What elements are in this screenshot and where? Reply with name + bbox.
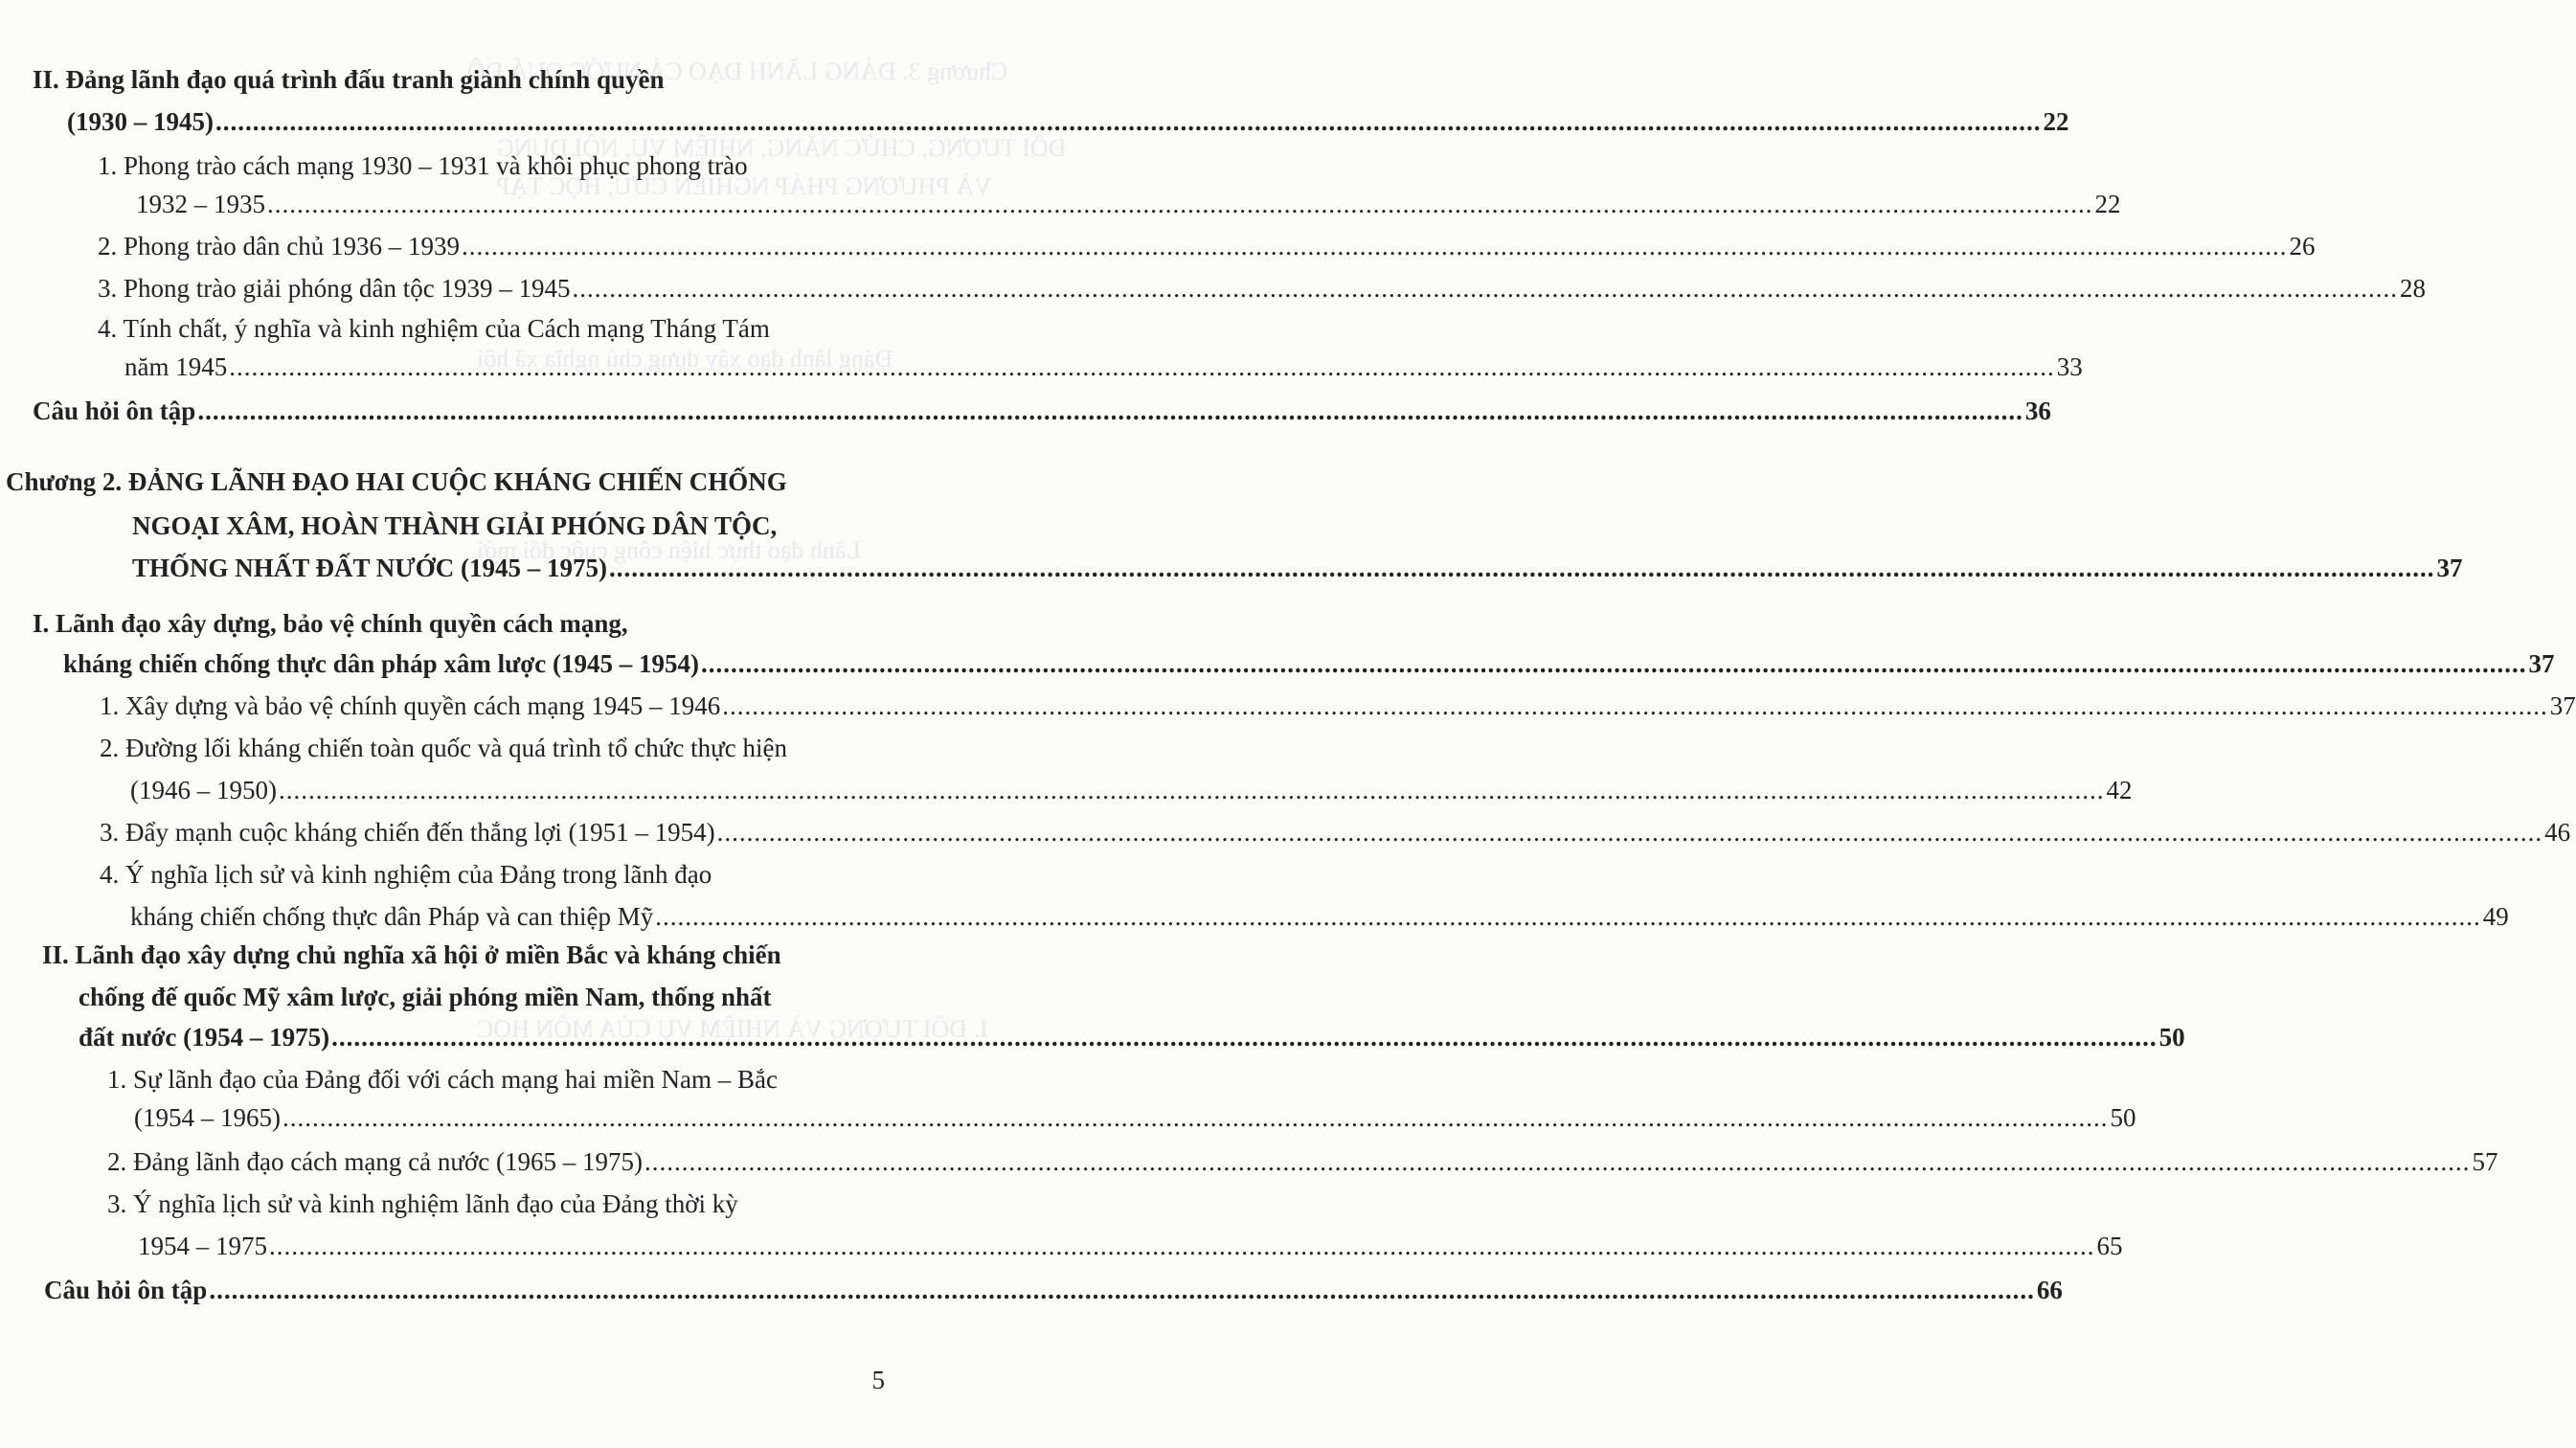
page-number: 5	[871, 1366, 885, 1394]
section-i-heading: I. Lãnh đạo xây dựng, bảo vệ chính quyền cách mạng,	[33, 609, 628, 638]
ii-3-title: 3. Ý nghĩa lịch sử và kinh nghiệm lãnh đạo của Đảng thời kỳ	[107, 1189, 738, 1218]
page-ref: 37	[2549, 691, 2576, 720]
ii-3-title-cont: 1954 – 1975	[138, 1232, 267, 1260]
ii-1-title: 1. Sự lãnh đạo của Đảng đối với cách mạng hai miền Nam – Bắc	[107, 1065, 778, 1094]
item-4-title-cont: năm 1945	[124, 352, 228, 381]
dot-leader	[699, 647, 2529, 680]
i-2-title: 2. Đường lối kháng chiến toàn quốc và quá trình tổ chức thực hiện	[100, 734, 788, 762]
item-1-title: 1. Phong trào cách mạng 1930 – 1931 và khôi phục phong trào	[98, 151, 748, 180]
chapter-2-heading: Chương 2. ĐẢNG LÃNH ĐẠO HAI CUỘC KHÁNG CHIẾN CHỐNG	[6, 467, 787, 496]
dot-leader	[227, 351, 2057, 383]
dot-leader	[281, 1101, 2111, 1134]
toc-entry-ii-1	[134, 1101, 2136, 1134]
dot-leader	[715, 816, 2545, 848]
toc-entry-item-2	[98, 230, 2316, 262]
page-ref: 65	[2096, 1232, 2123, 1260]
i-4-title: 4. Ý nghĩa lịch sử và kinh nghiệm của Đảng trong lãnh đạo	[100, 860, 712, 889]
dot-leader	[207, 1274, 2037, 1306]
page-ref: 46	[2544, 818, 2571, 847]
dot-leader	[329, 1021, 2159, 1053]
item-3-title: 3. Phong trào giải phóng dân tộc 1939 – 1945	[98, 274, 571, 303]
page-ref: 57	[2472, 1147, 2498, 1176]
i-2-title-cont: (1946 – 1950)	[130, 776, 277, 804]
page-ref: 50	[2158, 1023, 2185, 1052]
toc-entry-chapter-2	[132, 552, 2463, 584]
section-ii-b-heading-line-3: đất nước (1954 – 1975)	[79, 1023, 330, 1052]
dot-leader	[570, 272, 2400, 305]
i-4-title-cont: kháng chiến chống thực dân Pháp và can thiệp Mỹ	[130, 902, 654, 931]
toc-entry-item-3	[98, 272, 2426, 305]
page-ref: 49	[2482, 902, 2509, 931]
page-ref: 26	[2289, 232, 2316, 260]
dot-leader	[643, 1145, 2473, 1178]
section-ii-b-heading: II. Lãnh đạo xây dựng chủ nghĩa xã hội ở miền Bắc và kháng chiến	[42, 940, 781, 969]
dot-leader	[607, 552, 2437, 584]
toc-entry-section-i	[63, 647, 2555, 680]
dot-leader	[195, 395, 2025, 427]
page-ref: 37	[2528, 649, 2555, 678]
page-ref: 66	[2036, 1276, 2063, 1304]
chapter-2-heading-line-3: THỐNG NHẤT ĐẤT NƯỚC (1945 – 1975)	[132, 554, 608, 582]
dot-leader	[653, 900, 2483, 933]
toc-entry-section-ii-b	[79, 1021, 2185, 1053]
toc-entry-ii-2	[107, 1145, 2498, 1178]
item-2-title: 2. Phong trào dân chủ 1936 – 1939	[98, 232, 460, 260]
section-ii-heading-cont: (1930 – 1945)	[67, 107, 214, 136]
item-1-title-cont: 1932 – 1935	[136, 190, 265, 218]
dot-leader	[265, 188, 2095, 220]
section-ii-b-heading-line-2: chống đế quốc Mỹ xâm lược, giải phóng miền Nam, thống nhất	[79, 983, 772, 1011]
page-ref: 28	[2399, 274, 2426, 303]
ii-1-title-cont: (1954 – 1965)	[134, 1103, 281, 1132]
toc-entry-i-1	[100, 690, 2576, 722]
page-ref: 37	[2436, 554, 2463, 582]
toc-entry-item-4	[124, 351, 2083, 383]
toc-entry-review-2	[44, 1274, 2063, 1306]
page-ref: 50	[2110, 1103, 2136, 1132]
dot-leader	[460, 230, 2290, 262]
page-ref: 36	[2024, 396, 2051, 425]
toc-entry-i-3	[100, 816, 2571, 848]
chapter-2-heading-line-2: NGOẠI XÂM, HOÀN THÀNH GIẢI PHÓNG DÂN TỘC,	[132, 511, 778, 540]
dot-leader	[214, 105, 2044, 138]
bleed-through-text: Chương 3. ĐẢNG LÃNH ĐẠO CẢ NƯỚC QUÁ ĐỘ ĐỐI TƯỢNG, CHỨC NĂNG, NHIỆM VỤ, NỘI DUNG VÀ PHƯƠNG PHÁP NGHIÊN CỨU, HỌC TẬP Đảng lãnh đạo xây dựng chủ nghĩa xã hội Lãnh đạo thực hiện công cuộc đổi mới I. ĐỐI TƯỢNG VÀ NHIỆM VỤ CỦA MÔN HỌC	[467, 57, 1067, 1043]
item-4-title: 4. Tính chất, ý nghĩa và kinh nghiệm của Cách mạng Tháng Tám	[98, 314, 770, 343]
toc-entry-ii-3	[138, 1230, 2123, 1262]
page-ref: 22	[2094, 190, 2121, 218]
toc-entry-i-2	[130, 774, 2133, 806]
toc-entry-review-1	[33, 395, 2051, 427]
review-questions-label: Câu hỏi ôn tập	[33, 396, 196, 425]
dot-leader	[277, 774, 2107, 806]
i-3-title: 3. Đẩy mạnh cuộc kháng chiến đến thắng lợi (1951 – 1954)	[100, 818, 715, 847]
dot-leader	[267, 1230, 2097, 1262]
toc-entry-i-4	[130, 900, 2509, 933]
page-ref: 42	[2106, 776, 2133, 804]
page-ref: 33	[2056, 352, 2083, 381]
page-ref: 22	[2043, 107, 2069, 136]
section-ii-heading: II. Đảng lãnh đạo quá trình đấu tranh giành chính quyền	[33, 65, 665, 94]
review-questions-label: Câu hỏi ôn tập	[44, 1276, 208, 1304]
toc-entry-item-1	[136, 188, 2121, 220]
dot-leader	[720, 690, 2550, 722]
i-1-title: 1. Xây dựng và bảo vệ chính quyền cách mạng 1945 – 1946	[100, 691, 721, 720]
ii-2-title: 2. Đảng lãnh đạo cách mạng cả nước (1965 – 1975)	[107, 1147, 643, 1176]
section-i-heading-cont: kháng chiến chống thực dân pháp xâm lược (1945 – 1954)	[63, 649, 699, 678]
toc-entry-section-ii	[67, 105, 2069, 138]
